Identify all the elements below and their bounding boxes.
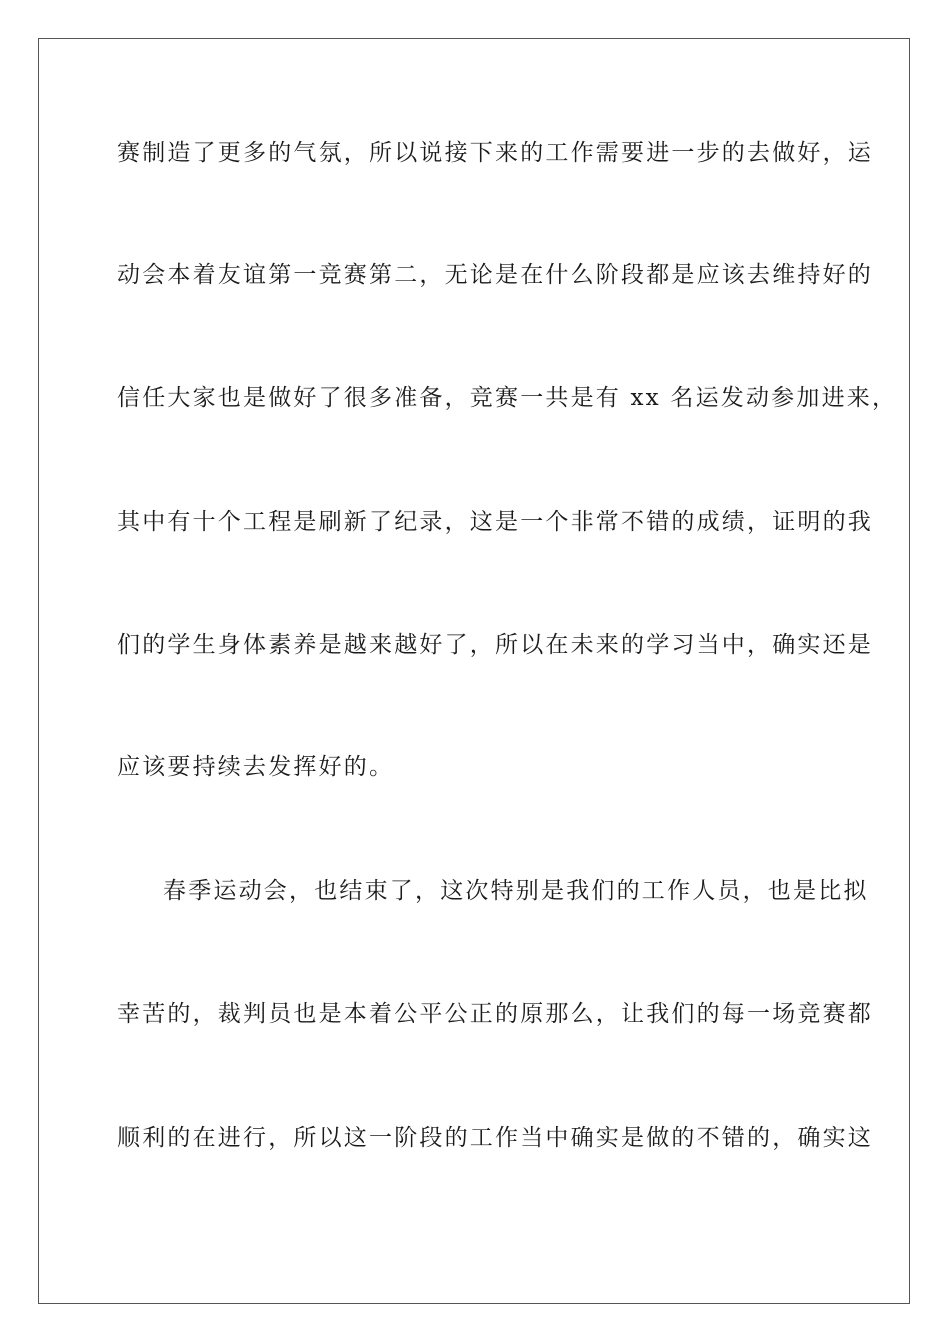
paragraph-line: 赛制造了更多的气氛，所以说接下来的工作需要进一步的去做好，运 [117,140,873,166]
paragraph-line: 顺利的在进行，所以这一阶段的工作当中确实是做的不错的，确实这 [117,1125,873,1151]
paragraph-line: 幸苦的，裁判员也是本着公平公正的原那么，让我们的每一场竞赛都 [117,1001,873,1027]
page-border [38,38,910,1304]
paragraph-line-indented: 春季运动会，也结束了，这次特别是我们的工作人员，也是比拟 [163,878,869,904]
paragraph-line: 信任大家也是做好了很多准备，竞赛一共是有 xx 名运发动参加进来， [117,385,898,411]
paragraph-line: 应该要持续去发挥好的。 [117,754,395,780]
paragraph-line: 其中有十个工程是刷新了纪录，这是一个非常不错的成绩，证明的我 [117,509,873,535]
paragraph-line: 动会本着友谊第一竞赛第二，无论是在什么阶段都是应该去维持好的 [117,262,873,288]
paragraph-line: 们的学生身体素养是越来越好了，所以在未来的学习当中，确实还是 [117,632,873,658]
